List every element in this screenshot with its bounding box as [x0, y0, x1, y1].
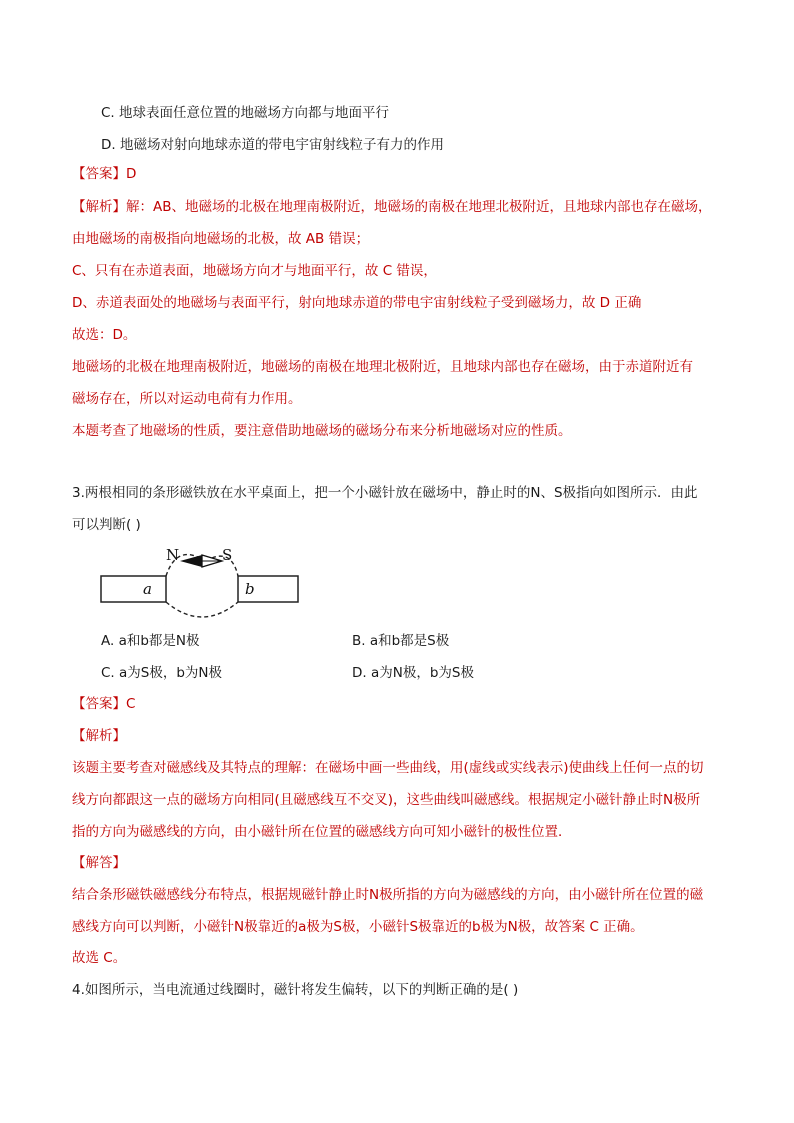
label-b: b	[245, 580, 255, 598]
q3-solution-label	[72, 853, 126, 873]
q2-option-d: D. 地磁场对射向地球赤道的带电宇宙射线粒子有力的作用	[101, 137, 444, 153]
label-n: N	[166, 546, 180, 564]
solution-label: 【解答】	[72, 855, 126, 871]
answer-value: C	[126, 696, 136, 712]
q3-option-b: B. a和b都是S极	[352, 633, 450, 649]
field-line-bottom	[166, 602, 238, 617]
answer-value: D	[126, 166, 137, 182]
answer-label: 【答案】	[72, 696, 126, 712]
q2-analysis-line-5: 故选：D。	[72, 327, 137, 343]
q3-analysis-line-1: 该题主要考查对磁感线及其特点的理解：在磁场中画一些曲线，用(虚线或实线表示)使曲线上任何一点的切	[72, 760, 704, 776]
q2-analysis-line-4: D、赤道表面处的地磁场与表面平行，射向地球赤道的带电宇宙射线粒子受到磁场力，故 D 正确	[72, 295, 642, 311]
q2-analysis-line-2: 由地磁场的南极指向地磁场的北极，故 AB 错误；	[72, 231, 370, 247]
q3-answer	[72, 694, 135, 714]
q3-stem-line-2: 可以判断( )	[72, 517, 141, 533]
q2-review: 本题考查了地磁场的性质，要注意借助地磁场的磁场分布来分析地磁场对应的性质。	[72, 423, 572, 439]
q3-analysis-line-2: 线方向都跟这一点的磁场方向相同(且磁感线互不交叉)，这些曲线叫磁感线。根据规定小磁针静止时N极所	[72, 792, 701, 808]
analysis-label: 【解析】	[72, 199, 126, 215]
q2-summary-line-1: 地磁场的北极在地理南极附近，地磁场的南极在地理北极附近，且地球内部也存在磁场，由于赤道附近有	[72, 359, 693, 375]
q2-analysis-line-3: C、只有在赤道表面，地磁场方向才与地面平行，故 C 错误，	[72, 263, 437, 279]
q3-solution-line-2: 感线方向可以判断，小磁针N极靠近的a极为S极，小磁针S极靠近的b极为N极，故答案 C 正确。	[72, 919, 644, 935]
q2-summary-line-2: 磁场存在，所以对运动电荷有力作用。	[72, 391, 302, 407]
label-a: a	[143, 580, 152, 598]
q3-analysis-label	[72, 726, 126, 746]
answer-label: 【答案】	[72, 166, 126, 182]
q4-stem: 4.如图所示，当电流通过线圈时，磁针将发生偏转，以下的判断正确的是( )	[72, 982, 519, 998]
q2-analysis-line-1	[72, 197, 712, 217]
analysis-label: 【解析】	[72, 728, 126, 744]
q3-solution-line-3: 故选 C。	[72, 950, 127, 966]
q2-option-c: C. 地球表面任意位置的地磁场方向都与地面平行	[101, 105, 390, 121]
q3-stem-line-1: 3.两根相同的条形磁铁放在水平桌面上，把一个小磁针放在磁场中，静止时的N、S极指向如图所示．由此	[72, 485, 698, 501]
q3-option-d: D. a为N极，b为S极	[352, 665, 474, 681]
q3-analysis-line-3: 指的方向为磁感线的方向，由小磁针所在位置的磁感线方向可知小磁针的极性位置．	[72, 824, 572, 840]
label-s: S	[222, 546, 233, 564]
magnet-a	[101, 576, 166, 602]
q2-answer	[72, 164, 136, 184]
q3-solution-line-1: 结合条形磁铁磁感线分布特点，根据规磁针静止时N极所指的方向为磁感线的方向，由小磁针所在位置的磁	[72, 887, 704, 903]
q3-option-c: C. a为S极，b为N极	[101, 665, 223, 681]
needle-north-half	[180, 555, 202, 567]
magnet-figure	[96, 542, 306, 620]
analysis-text: 解：AB、地磁场的北极在地理南极附近，地磁场的南极在地理北极附近，且地球内部也存在磁场，	[126, 199, 712, 215]
q3-option-a: A. a和b都是N极	[101, 633, 200, 649]
